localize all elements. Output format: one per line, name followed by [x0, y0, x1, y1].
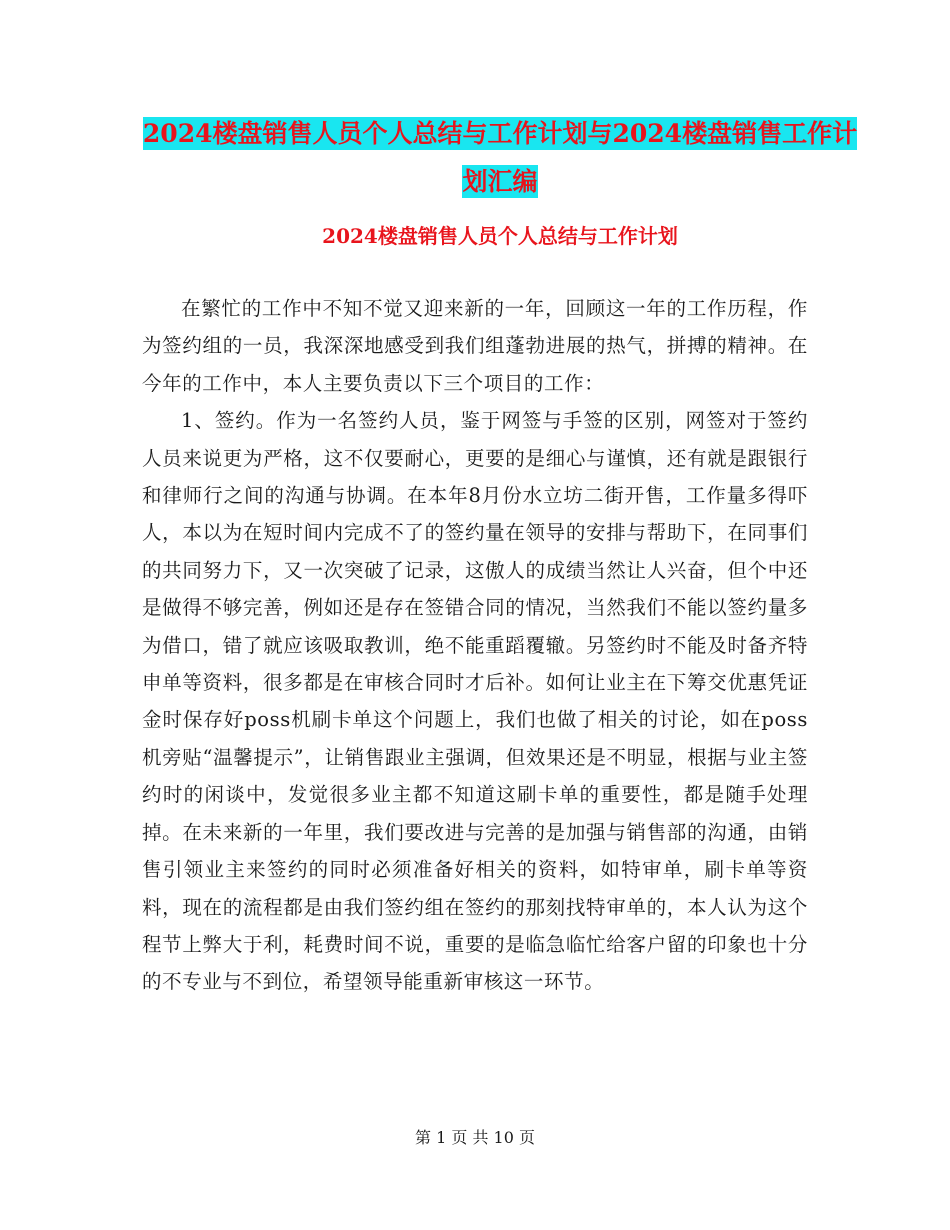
page-footer: 第 1 页 共 10 页: [415, 1128, 535, 1147]
section-title: 2024楼盘销售人员个人总结与工作计划: [322, 224, 678, 248]
document-title: [140, 110, 860, 206]
paragraph-intro: 在繁忙的工作中不知不觉又迎来新的一年，回顾这一年的工作历程，作为签约组的一员，我深深地感受到我们组蓬勃进展的热气，拼搏的精神。在今年的工作中，本人主要负责以下三个项目的工作：: [142, 297, 808, 395]
document-title-text: 2024楼盘销售人员个人总结与工作计划与2024楼盘销售工作计划汇编: [142, 119, 858, 196]
paragraph-signing: 1、签约。作为一名签约人员，鉴于网签与手签的区别，网签对于签约人员来说更为严格，这不仅要耐心，更要的是细心与谨慎，还有就是跟银行和律师行之间的沟通与协调。在本年8月份水立坊二街开售，工作量多得吓人，本以为在短时间内完成不了的签约量在领导的安排与帮助下，在同事们的共同努力下，又一次突破了记录，这傲人的成绩当然让人兴奋，但个中还是做得不够完善，例如还是存在签错合同的情况，当然我们不能以签约量多为借口，错了就应该吸取教训，绝不能重蹈覆辙。另签约时不能及时备齐特申单等资料，很多都是在审核合同时才后补。如何让业主在下筹交优惠凭证金时保存好poss机刷卡单这个问题上，我们也做了相关的讨论，如在poss机旁贴“温馨提示”，让销售跟业主强调，但效果还是不明显，根据与业主签约时的闲谈中，发觉很多业主都不知道这刷卡单的重要性，都是随手处理掉。在未来新的一年里，我们要改进与完善的是加强与销售部的沟通，由销售引领业主来签约的同时必须准备好相关的资料，如特审单，刷卡单等资料，现在的流程都是由我们签约组在签约的那刻找特审单的，本人认为这个程节上弊大于利，耗费时间不说，重要的是临急临忙给客户留的印象也十分的不专业与不到位，希望领导能重新审核这一环节。: [142, 409, 808, 994]
document-body: [142, 290, 808, 1001]
